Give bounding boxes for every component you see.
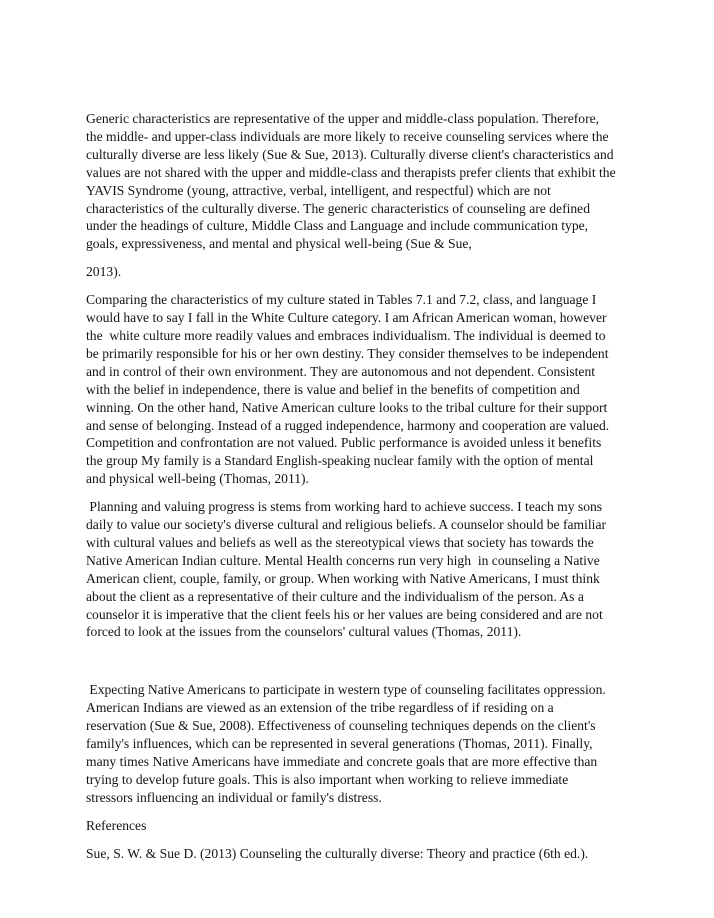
text-line: and in control of their own environment. They are autonomous and not dependent. Consistent [86, 363, 596, 379]
text-line: and physical well-being (Thomas, 2011). [86, 471, 309, 487]
text-line: stressors influencing an individual or family's distress. [86, 789, 382, 805]
text-line: Sue, S. W. & Sue D. (2013) Counseling the culturally diverse: Theory and practice (6th ed.). [86, 845, 589, 861]
text-line: reservation (Sue & Sue, 2008). Effectiveness of counseling techniques depends on the client's [86, 718, 596, 734]
text-line: American Indians are viewed as an extension of the tribe regardless of if residing on a [86, 700, 554, 716]
text-line: Comparing the characteristics of my culture stated in Tables 7.1 and 7.2, class, and language I [86, 292, 597, 308]
text-line: 2013). [86, 264, 122, 280]
paragraph-native-americans-counseling [86, 681, 642, 806]
text-line: goals, expressiveness, and mental and physical well-being (Sue & Sue, [86, 236, 472, 252]
paragraph-year-continuation [86, 263, 642, 281]
paragraph-spacer [86, 651, 642, 681]
text-line: the middle- and upper-class individuals are more likely to receive counseling services where the [86, 128, 609, 144]
document-body [86, 110, 642, 873]
text-line: Expecting Native Americans to participate in western type of counseling facilitates oppression. [86, 682, 606, 698]
text-line: many times Native Americans have immediate and concrete goals that are more effective than [86, 754, 598, 769]
reference-entry [86, 845, 642, 863]
text-line: the group My family is a Standard English-speaking nuclear family with the option of mental [86, 453, 594, 469]
text-line: be primarily responsible for his or her own destiny. They consider themselves to be independent [86, 345, 609, 361]
paragraph-planning-progress [86, 498, 642, 641]
text-line: daily to value our society's diverse cultural and religious beliefs. A counselor should be familiar [86, 517, 607, 533]
text-line: counselor it is imperative that the client feels his or her values are being considered and are not [86, 606, 603, 622]
text-line: Generic characteristics are representative of the upper and middle-class population. Therefore, [86, 111, 600, 126]
text-line: YAVIS Syndrome (young, attractive, verbal, intelligent, and respectful) which are not [86, 182, 551, 198]
paragraph-comparing-culture [86, 291, 642, 488]
text-line: and sense of belonging. Instead of a rugged independence, harmony and cooperation are valued. [86, 417, 610, 433]
text-line: Competition and confrontation are not valued. Public performance is avoided unless it benefits [86, 435, 602, 451]
text-line: characteristics of the culturally diverse. The generic characteristics of counseling are defined [86, 200, 590, 216]
text-line: References [86, 817, 147, 833]
text-line: Native American Indian culture. Mental Health concerns run very high in counseling a Native [86, 552, 600, 568]
text-line: American client, couple, family, or group. When working with Native Americans, I must think [86, 570, 600, 586]
text-line: culturally diverse are less likely (Sue & Sue, 2013). Culturally diverse client's characteristics and [86, 146, 614, 162]
text-line: under the headings of culture, Middle Class and Language and include communication type, [86, 218, 589, 234]
text-line: trying to develop future goals. This is also important when working to relieve immediate [86, 771, 569, 787]
paragraph-generic-characteristics [86, 110, 642, 253]
text-line: the white culture more readily values and embraces individualism. The individual is deemed to [86, 327, 606, 343]
text-line: Planning and valuing progress is stems from working hard to achieve success. I teach my sons [86, 499, 603, 515]
text-line: with the belief in independence, there is value and belief in the benefits of competition and [86, 381, 580, 397]
text-line: about the client as a representative of their culture and the individualism of the person. As a [86, 588, 584, 604]
text-line: family's influences, which can be represented in several generations (Thomas, 2011). Finally, [86, 736, 593, 752]
text-line: values are not shared with the upper and middle-class and therapists prefer clients that exhibit the [86, 164, 616, 180]
text-line: forced to look at the issues from the counselors' cultural values (Thomas, 2011). [86, 624, 522, 640]
text-line: would have to say I fall in the White Culture category. I am African American woman, however [86, 310, 607, 326]
references-heading [86, 817, 642, 835]
text-line: with cultural values and beliefs as well as the stereotypical views that society has towards the [86, 534, 594, 550]
text-line: winning. On the other hand, Native American culture looks to the tribal culture for their support [86, 399, 608, 415]
